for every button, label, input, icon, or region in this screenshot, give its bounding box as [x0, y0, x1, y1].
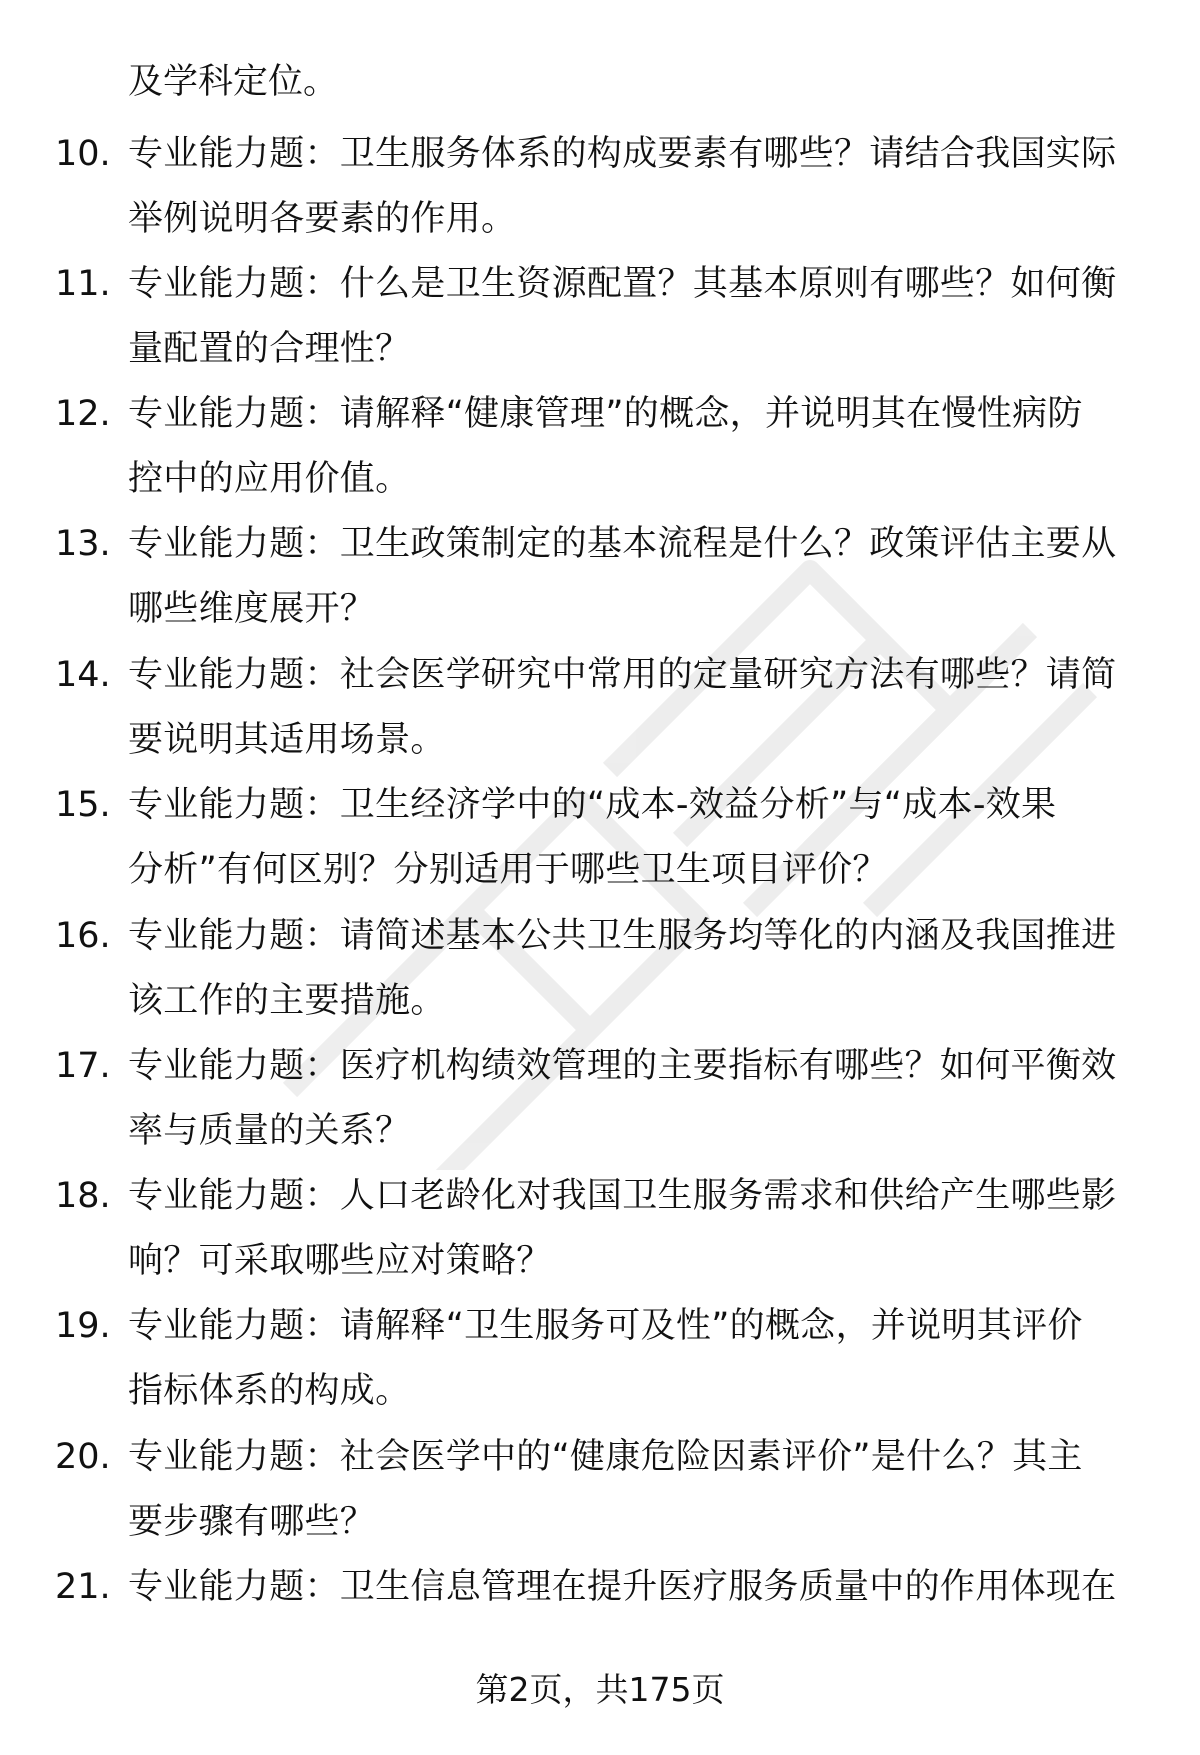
question-text	[128, 1034, 1138, 1164]
question-text-line: 专业能力题：医疗机构绩效管理的主要指标有哪些？如何平衡效	[128, 1046, 1117, 1086]
question-text	[128, 1425, 1138, 1555]
question-number: 16.	[55, 916, 111, 956]
question-text	[128, 643, 1138, 773]
question-text	[128, 252, 1138, 382]
question-text-line: 举例说明各要素的作用。	[128, 199, 517, 239]
question-text-line: 哪些维度展开？	[128, 589, 376, 629]
question-number: 13.	[55, 524, 111, 564]
page-footer: 第2页，共175页	[475, 1670, 725, 1709]
question-text	[128, 512, 1138, 642]
question-number: 15.	[55, 785, 111, 825]
question-number: 11.	[55, 264, 111, 304]
question-text-line: 要步骤有哪些？	[128, 1502, 376, 1542]
question-number: 20.	[55, 1437, 111, 1477]
question-text-line: 专业能力题：卫生服务体系的构成要素有哪些？请结合我国实际	[128, 134, 1117, 174]
question-text-line: 分析”有何区别？分别适用于哪些卫生项目评价？	[128, 850, 888, 890]
question-text-line: 专业能力题：人口老龄化对我国卫生服务需求和供给产生哪些影	[128, 1176, 1117, 1216]
question-text-line: 该工作的主要措施。	[128, 981, 446, 1021]
question-number: 19.	[55, 1306, 111, 1346]
question-number: 10.	[55, 134, 111, 174]
question-text-line: 响？可采取哪些应对策略？	[128, 1241, 552, 1281]
question-number: 14.	[55, 655, 111, 695]
question-text	[128, 904, 1138, 1034]
question-text	[128, 1294, 1138, 1424]
question-number: 18.	[55, 1176, 111, 1216]
question-text-line: 量配置的合理性？	[128, 329, 411, 369]
question-text-line: 专业能力题：社会医学研究中常用的定量研究方法有哪些？请简	[128, 655, 1117, 695]
question-text-line: 专业能力题：请解释“健康管理”的概念，并说明其在慢性病防	[128, 394, 1083, 434]
question-text	[128, 1164, 1138, 1294]
question-text-line: 控中的应用价值。	[128, 459, 411, 499]
question-number: 21.	[55, 1567, 111, 1607]
question-text-line: 专业能力题：卫生信息管理在提升医疗服务质量中的作用体现在	[128, 1567, 1117, 1607]
question-text	[128, 382, 1138, 512]
question-text-line: 率与质量的关系？	[128, 1111, 411, 1151]
question-text-line: 专业能力题：请解释“卫生服务可及性”的概念，并说明其评价	[128, 1306, 1083, 1346]
question-text-line: 专业能力题：卫生经济学中的“成本-效益分析”与“成本-效果	[128, 785, 1057, 825]
question-text-line: 专业能力题：什么是卫生资源配置？其基本原则有哪些？如何衡	[128, 264, 1117, 304]
continued-text: 及学科定位。	[128, 62, 339, 102]
question-text-line: 专业能力题：卫生政策制定的基本流程是什么？政策评估主要从	[128, 524, 1117, 564]
question-text-line: 专业能力题：请简述基本公共卫生服务均等化的内涵及我国推进	[128, 916, 1117, 956]
question-number: 12.	[55, 394, 111, 434]
question-text	[128, 1555, 1138, 1620]
question-text	[128, 122, 1138, 252]
question-number: 17.	[55, 1046, 111, 1086]
question-text	[128, 773, 1138, 903]
question-text-line: 指标体系的构成。	[128, 1371, 411, 1411]
question-text-line: 专业能力题：社会医学中的“健康危险因素评价”是什么？其主	[128, 1437, 1083, 1477]
question-text-line: 要说明其适用场景。	[128, 720, 446, 760]
